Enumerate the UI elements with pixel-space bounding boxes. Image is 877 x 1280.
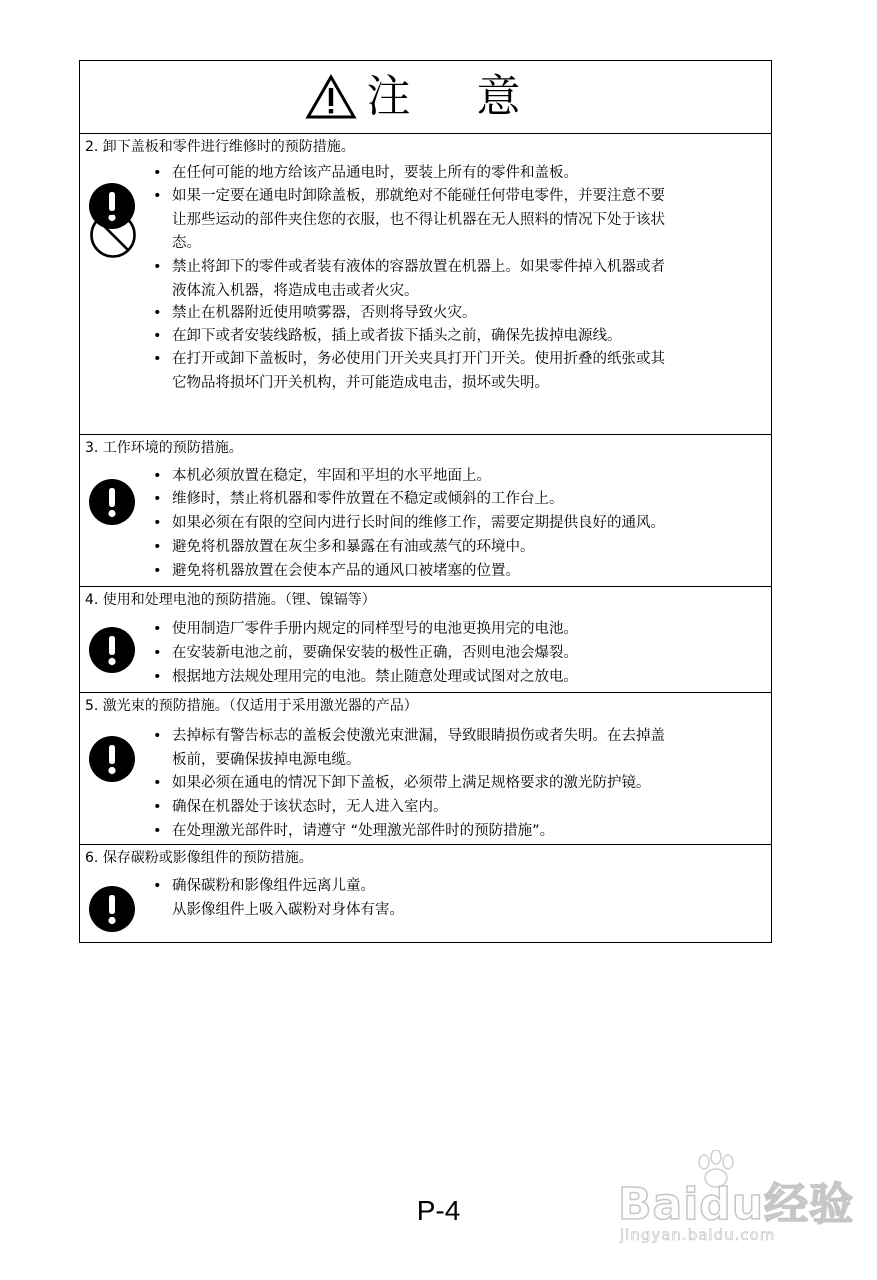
- list-item: • 避免将机器放置在会使本产品的通风口被堵塞的位置。: [153, 563, 520, 579]
- mandatory-exclamation-icon: [89, 736, 135, 782]
- watermark-logo: [598, 1150, 855, 1250]
- list-item: • 使用制造厂零件手册内规定的同样型号的电池更换用完的电池。: [153, 621, 578, 637]
- section-title: 4. 使用和处理电池的预防措施。（锂、镍镉等）: [85, 592, 376, 608]
- section-maintenance: [80, 134, 771, 435]
- list-item: • 禁止将卸下的零件或者装有液体的容器放置在机器上。如果零件掉入机器或者 液体流入机器，将造成电击或者火灾。: [153, 259, 665, 299]
- warning-triangle-icon: [305, 74, 357, 120]
- caution-title: 注 意: [366, 71, 547, 122]
- prohibition-icon: [89, 211, 137, 259]
- list-item: • 如果必须在有限的空间内进行长时间的维修工作，需要定期提供良好的通风。: [153, 515, 665, 531]
- list-item: • 维修时，禁止将机器和零件放置在不稳定或倾斜的工作台上。: [153, 491, 564, 507]
- list-item: • 确保碳粉和影像组件远离儿童。: [153, 878, 375, 894]
- mandatory-exclamation-icon: [89, 886, 135, 932]
- list-item: • 如果一定要在通电时卸除盖板，那就绝对不能碰任何带电零件，并要注意不要 让那些运动的部件夹住您的衣服，也不得让机器在无人照料的情况下处于该状 态。: [153, 188, 665, 251]
- section-environment: [80, 435, 771, 587]
- note-text: 从影像组件上吸入碳粉对身体有害。: [172, 902, 404, 918]
- mandatory-exclamation-icon: [89, 627, 135, 673]
- section-laser: [80, 693, 771, 845]
- page-number: P-4: [416, 1195, 461, 1226]
- watermark-sub: jingyan.baidu.com: [620, 1226, 776, 1244]
- list-item: • 去掉标有警告标志的盖板会使激光束泄漏，导致眼睛损伤或者失明。在去掉盖 板前，要确保拔掉电源电缆。: [153, 728, 665, 768]
- list-item: • 如果必须在通电的情况下卸下盖板，必须带上满足规格要求的激光防护镜。: [153, 775, 651, 791]
- section-title: 5. 激光束的预防措施。（仅适用于采用激光器的产品）: [85, 698, 418, 714]
- mandatory-exclamation-icon: [89, 479, 135, 525]
- caution-box: [79, 60, 772, 943]
- list-item: • 本机必须放置在稳定，牢固和平坦的水平地面上。: [153, 468, 491, 484]
- section-title: 6. 保存碳粉或影像组件的预防措施。: [85, 850, 313, 866]
- list-item: • 在任何可能的地方给该产品通电时，要装上所有的零件和盖板。: [153, 165, 578, 181]
- watermark-main: Baidu经验: [618, 1179, 855, 1230]
- list-item: • 根据地方法规处理用完的电池。禁止随意处理或试图对之放电。: [153, 669, 578, 685]
- list-item: • 在处理激光部件时，请遵守 “处理激光部件时的预防措施”。: [153, 823, 555, 839]
- list-item: • 在打开或卸下盖板时，务必使用门开关夹具打开门开关。使用折叠的纸张或其 它物品将损坏门开关机构，并可能造成电击，损坏或失明。: [153, 351, 665, 391]
- section-battery: [80, 587, 771, 693]
- list-item: • 在安装新电池之前，要确保安装的极性正确，否则电池会爆裂。: [153, 645, 578, 661]
- section-title: 3. 工作环境的预防措施。: [85, 440, 243, 456]
- caution-header: [80, 61, 771, 134]
- list-item: • 禁止在机器附近使用喷雾器，否则将导致火灾。: [153, 305, 477, 321]
- list-item: • 在卸下或者安装线路板，插上或者拔下插头之前，确保先拔掉电源线。: [153, 328, 622, 344]
- section-toner: [80, 845, 771, 944]
- list-item: • 确保在机器处于该状态时，无人进入室内。: [153, 799, 448, 815]
- section-title: 2. 卸下盖板和零件进行维修时的预防措施。: [85, 139, 355, 155]
- list-item: • 避免将机器放置在灰尘多和暴露在有油或蒸气的环境中。: [153, 539, 535, 555]
